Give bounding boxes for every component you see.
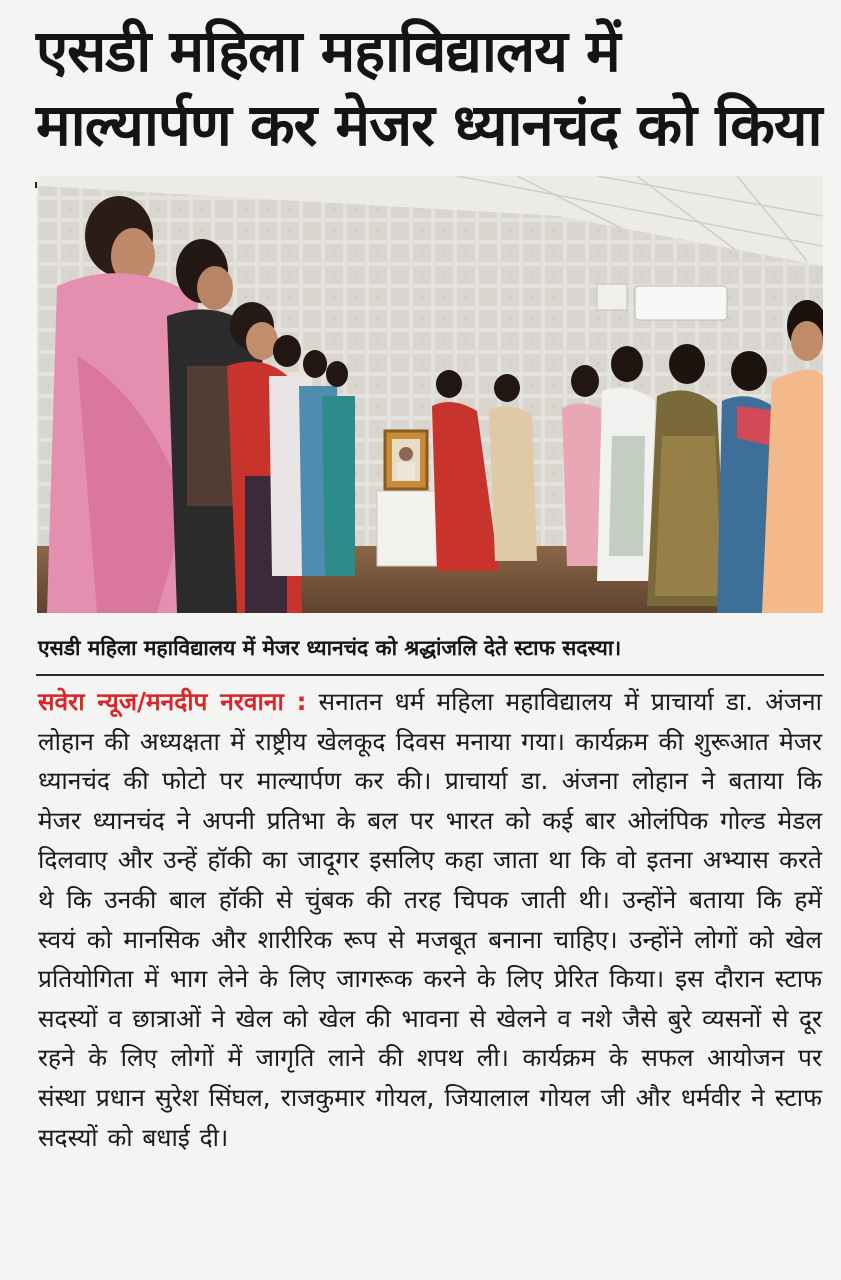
divider: [36, 674, 824, 676]
photo-caption: एसडी महिला महाविद्यालय में मेजर ध्यानचंद को श्रद्धांजलि देते स्टाफ सदस्या।: [38, 636, 622, 660]
event-photo: [37, 176, 823, 613]
air-conditioner-icon: [635, 286, 727, 320]
headline: एसडी महिला महाविद्यालय में माल्यार्पण कर मेजर ध्यानचंद को किया: [36, 17, 822, 159]
event-photo-illustration: [37, 176, 823, 613]
article-body: [38, 682, 822, 1157]
article-text: सनातन धर्म महिला महाविद्यालय में प्राचार्या डा. अंजना लोहान की अध्यक्षता में राष्ट्रीय खेलकूद दिवस मनाया गया। कार्यक्रम की शुरूआत मेजर ध्यानचंद की फोटो पर माल्यार्पण कर की। प्राचार्या डा. अंजना लोहान ने बताया कि मेजर ध्यानचंद ने अपनी प्रतिभा के बल पर भारत को कई बार ओलंपिक गोल्ड मेडल दिलवाए और उन्हें हॉकी का जादूगर इसलिए कहा जाता था कि वो इतना अभ्यास करते थे कि उनकी बाल हॉकी से चुंबक की तरह चिपक जाती थी। उन्होंने बताया कि हमें स्वयं को मानसिक और शारीरिक रूप से मजबूत बनाना चाहिए। उन्होंने लोगों को खेल प्रतियोगिता में भाग लेने के लिए जागरूक करने के लिए प्रेरित किया। इस दौरान स्टाफ सदस्यों व छात्राओं ने खेल को खेल की भावना से खेलने व नशे जैसे बुरे व्यसनों से दूर रहने के लिए लोगों में जागृति लाने की शपथ ली। कार्यक्रम के सफल आयोजन पर संस्था प्रधान सुरेश सिंघल, राजकुमार गोयल, जियालाल गोयल जी और धर्मवीर ने स्टाफ सदस्यों को बधाई दी।: [38, 687, 822, 1152]
byline: सवेरा न्यूज/मनदीप नरवाना :: [38, 687, 307, 716]
